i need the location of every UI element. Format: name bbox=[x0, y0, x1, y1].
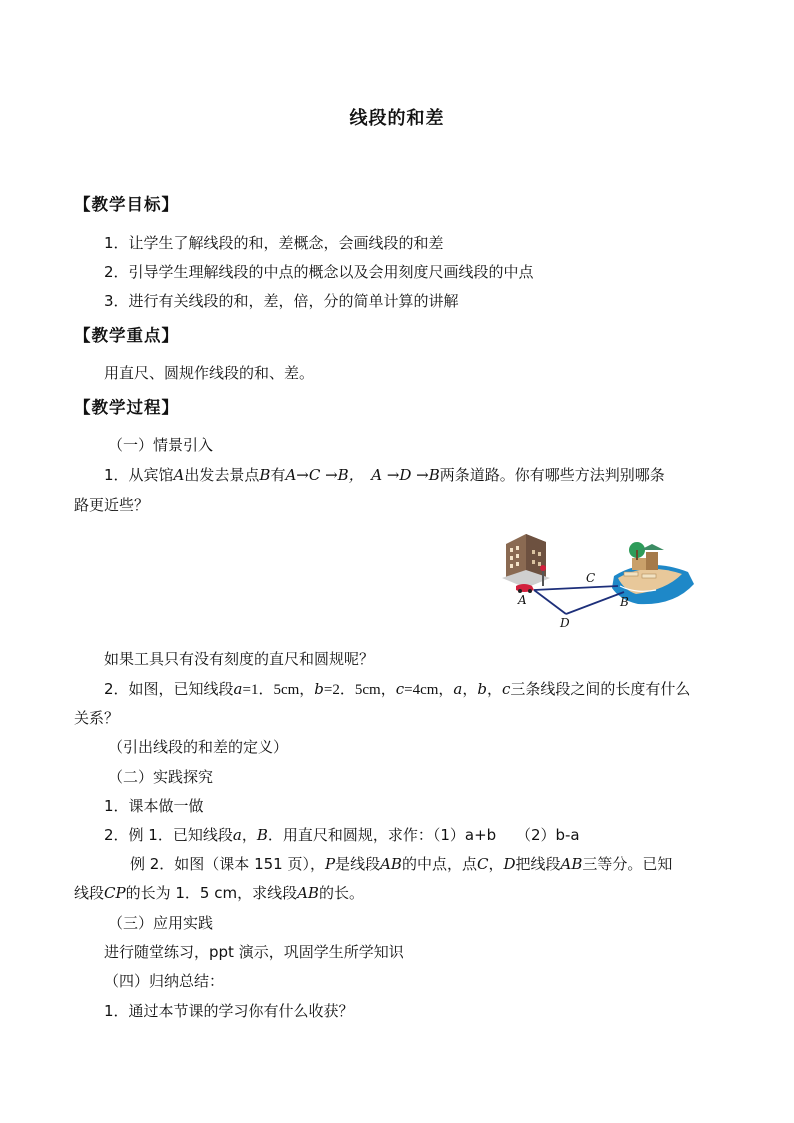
section-heading-key-points: 【教学重点】 bbox=[74, 326, 179, 345]
goal-item-2: 2．引导学生理解线段的中点的概念以及会用刻度尺画线段的中点 bbox=[104, 263, 534, 281]
part1-heading: （一）情景引入 bbox=[108, 436, 214, 454]
example-2-line-2 bbox=[74, 883, 364, 903]
figure-label-a: A bbox=[518, 593, 527, 607]
var-b: B bbox=[256, 826, 268, 844]
example-2-line-1 bbox=[130, 854, 672, 874]
figure-label-d: D bbox=[560, 616, 570, 630]
segment-ab: AB bbox=[297, 884, 319, 902]
separator: ， bbox=[462, 680, 478, 698]
part3-heading: （三）应用实践 bbox=[108, 914, 214, 932]
question-2-line-2: 关系？ bbox=[74, 709, 120, 727]
route-1: A→C →B， bbox=[285, 466, 357, 484]
q2-prefix: 2．如图，已知线段 bbox=[104, 680, 234, 698]
value-a: =1．5cm， bbox=[242, 682, 315, 698]
section-heading-process: 【教学过程】 bbox=[74, 398, 179, 417]
value-b: =2．5cm， bbox=[323, 682, 396, 698]
value-c: =4cm， bbox=[404, 682, 454, 698]
route-illustration bbox=[496, 528, 694, 632]
var-b: B bbox=[259, 466, 271, 484]
figure-label-b: B bbox=[620, 595, 629, 609]
var-c: c bbox=[502, 680, 511, 698]
text: 是线段 bbox=[335, 855, 381, 873]
var-a: a bbox=[232, 826, 242, 844]
example-1-prefix: 2．例 1．已知线段 bbox=[104, 826, 233, 844]
question-2-line-1 bbox=[104, 679, 690, 700]
separator: ， bbox=[486, 680, 502, 698]
q2-suffix: 三条线段之间的长度有什么 bbox=[510, 680, 691, 698]
q1-mid2: 有 bbox=[270, 466, 286, 484]
var-b: b bbox=[314, 680, 324, 698]
q1-mid1: 出发去景点 bbox=[184, 466, 260, 484]
text: 的长。 bbox=[318, 884, 364, 902]
section-heading-goals: 【教学目标】 bbox=[74, 195, 179, 214]
q1-suffix: 两条道路。你有哪些方法判别哪条 bbox=[439, 466, 665, 484]
example-1-rest: ．用直尺和圆规，求作：（1）a+b （2）b-a bbox=[267, 826, 580, 844]
text: 三等分。已知 bbox=[582, 855, 673, 873]
var-c: c bbox=[395, 680, 405, 698]
var-a: a bbox=[453, 680, 463, 698]
var-b: b bbox=[477, 680, 487, 698]
text: 把线段 bbox=[515, 855, 561, 873]
route-2: A →D →B bbox=[371, 466, 440, 484]
definition-note: （引出线段的和差的定义） bbox=[108, 738, 289, 756]
segment-ab: AB bbox=[380, 855, 402, 873]
question-1-line-1 bbox=[104, 465, 665, 485]
part3-text: 进行随堂练习，ppt 演示，巩固学生所学知识 bbox=[104, 943, 404, 961]
q1-prefix: 1．从宾馆 bbox=[104, 466, 174, 484]
goal-item-3: 3．进行有关线段的和，差，倍，分的简单计算的讲解 bbox=[104, 292, 459, 310]
example-2-prefix: 例 2．如图（课本 151 页）， bbox=[130, 855, 325, 873]
question-1-line-2: 路更近些？ bbox=[74, 496, 150, 514]
figure-label-c: C bbox=[586, 571, 596, 585]
example-1 bbox=[104, 825, 580, 845]
page-title: 线段的和差 bbox=[349, 108, 445, 129]
text: 线段 bbox=[74, 884, 105, 902]
segment-ab: AB bbox=[560, 855, 583, 873]
goal-item-1: 1．让学生了解线段的和，差概念，会画线段的和差 bbox=[104, 234, 444, 252]
separator: ， bbox=[241, 826, 257, 844]
var-a: a bbox=[233, 680, 243, 698]
part2-item-1: 1．课本做一做 bbox=[104, 797, 204, 815]
text: 的长为 1．5 cm，求线段 bbox=[125, 884, 298, 902]
var-c: C bbox=[476, 855, 489, 873]
text: ， bbox=[488, 855, 504, 873]
part4-heading: （四）归纳总结： bbox=[104, 972, 225, 990]
segment-cp: CP bbox=[104, 884, 126, 902]
route-lines bbox=[534, 586, 624, 614]
part2-heading: （二）实践探究 bbox=[108, 768, 214, 786]
var-a: A bbox=[173, 466, 185, 484]
var-d: D bbox=[503, 855, 516, 873]
part4-item-1: 1．通过本节课的学习你有什么收获？ bbox=[104, 1002, 354, 1020]
key-point-text: 用直尺、圆规作线段的和、差。 bbox=[104, 364, 315, 382]
text: 的中点，点 bbox=[401, 855, 477, 873]
question-tools: 如果工具只有没有刻度的直尺和圆规呢？ bbox=[104, 650, 375, 668]
var-p: P bbox=[324, 855, 336, 873]
